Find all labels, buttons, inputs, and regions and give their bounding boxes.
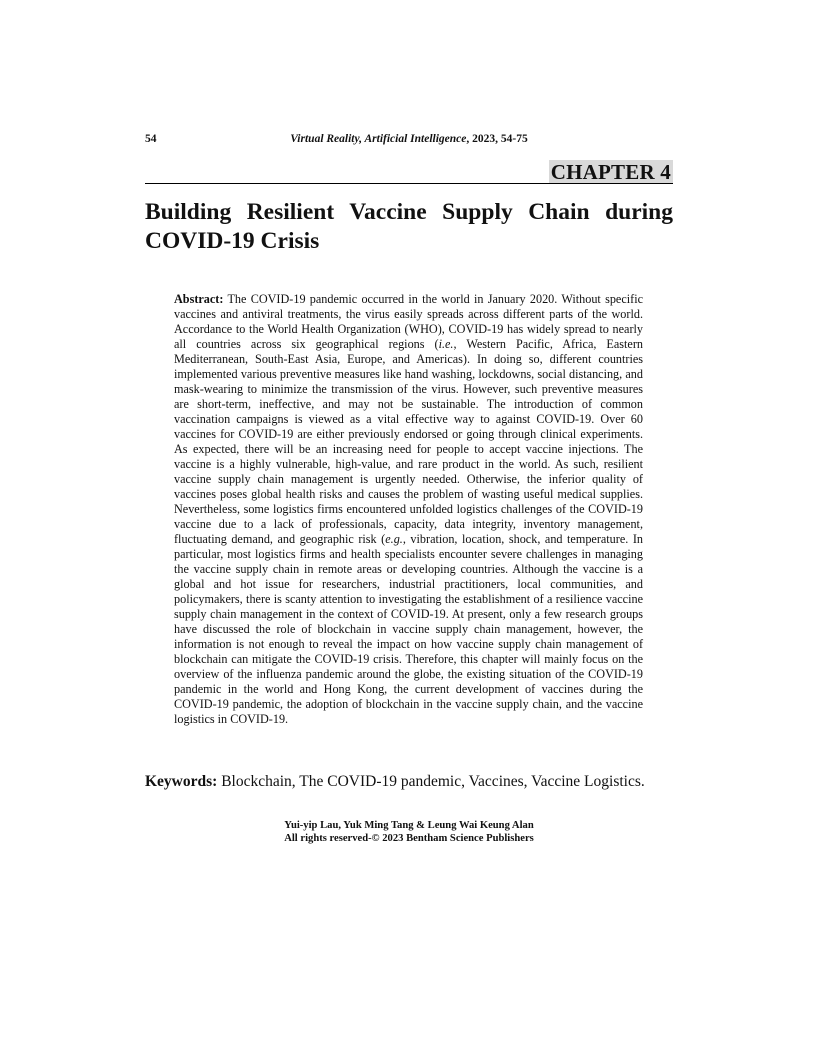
authors: Yui-yip Lau, Yuk Ming Tang & Leung Wai Keung Alan [284, 820, 534, 831]
chapter-label: CHAPTER 4 [550, 160, 671, 184]
keywords-label: Keywords: [145, 773, 218, 790]
keywords-text: Blockchain, The COVID-19 pandemic, Vaccines, Vaccine Logistics. [217, 773, 645, 790]
abstract-eg: e.g. [385, 532, 403, 546]
abstract-text-2: , Western Pacific, Africa, Eastern Mediterranean, South-East Asia, Europe, and Americas). In doing so, different countries implemented various preventive measures like hand washing, lockdowns, social distancing, and mask-wearing to minimize the transmission of the virus. However, such preventive measures are short-term, ineffective, and may not be sustainable. The introduction of common vaccination campaigns is viewed as a vital effective way to against COVID-19. Over 60 vaccines for COVID-19 are either previously endorsed or going through clinical experiments. As expected, there will be an increasing need for people to accept vaccine injections. The vaccine is a highly vulnerable, high-value, and rare product in the world. As such, resilient vaccine supply chain management is urgently needed. Otherwise, the inferior quality of vaccines poses global health risks and causes the problem of wasting useful medical supplies. Nevertheless, some logistics firms encountered unfolded logistics challenges of the COVID-19 vaccine due to a lack of professionals, capacity, data integrity, inventory management, fluctuating demand, and geographic risk ( [174, 337, 643, 546]
abstract [174, 292, 643, 727]
journal-volume-pages: , 2023, 54-75 [466, 133, 528, 145]
abstract-ie: i.e. [438, 337, 454, 351]
chapter-title: Building Resilient Vaccine Supply Chain during COVID-19 Crisis [145, 199, 673, 254]
rights-statement: All rights reserved-© 2023 Bentham Science Publishers [284, 833, 534, 844]
abstract-text-1: The COVID-19 pandemic occurred in the world in January 2020. Without specific vaccines and antiviral treatments, the virus easily spreads across different parts of the world. Accordance to the World Health Organization (WHO), COVID-19 has widely spread to nearly all countries across six geographical regions ( [174, 292, 643, 351]
journal-citation [145, 133, 673, 145]
keywords [145, 772, 685, 792]
page-number: 54 [145, 133, 157, 145]
chapter-divider [145, 183, 673, 184]
abstract-label: Abstract: [174, 292, 224, 306]
journal-name: Virtual Reality, Artificial Intelligence [290, 133, 467, 145]
copyright-footer [145, 819, 673, 845]
running-head [145, 133, 673, 149]
abstract-text-3: , vibration, location, shock, and temperature. In particular, most logistics firms and health specialists encounter severe challenges in managing the vaccine supply chain in remote areas or developing countries. Although the vaccine is a global and hot issue for researchers, industrial practitioners, local communities, and policymakers, there is scanty attention to investigating the establishment of a resilience vaccine supply chain management in the context of COVID-19. At present, only a few research groups have discussed the role of blockchain in vaccine supply chain management, however, the information is not enough to reveal the impact on how vaccine supply chain management of blockchain can mitigate the COVID-19 crisis. Therefore, this chapter will mainly focus on the overview of the influenza pandemic around the globe, the existing situation of the COVID-19 pandemic in the world and Hong Kong, the current development of vaccines during the COVID-19 pandemic, the adoption of blockchain in the vaccine supply chain, and the vaccine logistics in COVID-19. [174, 532, 643, 726]
